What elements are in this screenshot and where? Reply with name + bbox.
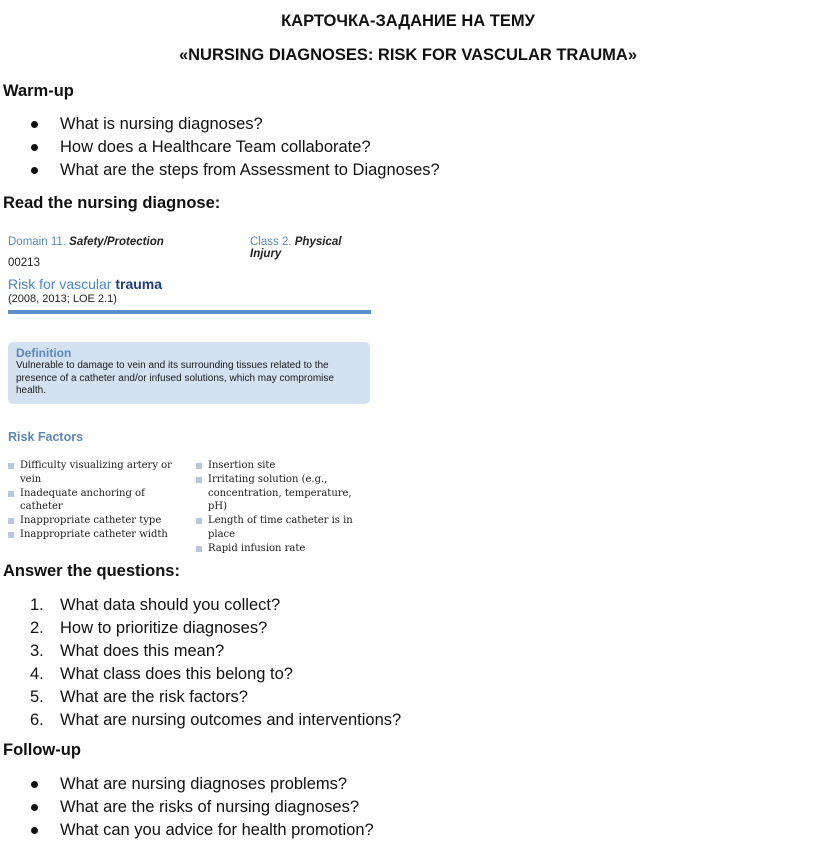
questions-list [0, 594, 401, 732]
list-item-text: What are nursing outcomes and interventions? [60, 711, 402, 729]
risk-factors-left [8, 459, 188, 542]
diagnosis-name [8, 276, 162, 292]
risk-factor [196, 514, 371, 542]
followup-list [0, 773, 374, 842]
risk-factors-heading: Risk Factors [8, 430, 84, 444]
list-item-text: How does a Healthcare Team collaborate? [60, 138, 371, 156]
definition-box [8, 342, 370, 404]
risk-factor-text: Difficulty visualizing artery or vein [20, 460, 172, 485]
list-item-text: What can you advice for health promotion? [60, 821, 374, 839]
list-item [0, 773, 374, 796]
list-item-text: What are the risk factors? [60, 688, 248, 706]
definition-text: Vulnerable to damage to vein and its surrounding tissues related to the presence of a catheter and/or infused solutions, which may compromise health. [16, 360, 334, 396]
answer-heading: Answer the questions: [3, 562, 180, 580]
list-item [0, 159, 440, 182]
list-item [0, 796, 374, 819]
definition-heading: Definition [16, 346, 72, 360]
list-item [0, 819, 374, 842]
risk-factors-right [196, 459, 371, 556]
list-item-text: What are the risks of nursing diagnoses? [60, 798, 359, 816]
risk-factor-text: Insertion site [208, 460, 276, 471]
risk-factor [8, 487, 188, 515]
list-number: 5. [30, 688, 44, 706]
domain-value: Safety/Protection [69, 236, 164, 248]
risk-factor-text: Inadequate anchoring of catheter [20, 487, 145, 513]
square-bullet-icon [196, 477, 202, 483]
bullet-icon [31, 144, 38, 151]
square-bullet-icon [8, 532, 14, 538]
list-item [0, 640, 401, 663]
square-bullet-icon [196, 546, 202, 552]
square-bullet-icon [8, 463, 14, 469]
square-bullet-icon [196, 518, 202, 524]
diagnosis-name-bold: trauma [115, 276, 163, 292]
list-item [0, 686, 401, 709]
list-number: 6. [30, 711, 44, 729]
diagnosis-code: 00213 [8, 257, 40, 269]
risk-factor [196, 473, 371, 514]
class-line [250, 236, 374, 260]
risk-factor [8, 514, 188, 528]
list-item-text: How to prioritize diagnoses? [60, 619, 268, 637]
list-item [0, 617, 401, 640]
diagnosis-card [8, 230, 374, 554]
page-subtitle: «NURSING DIAGNOSES: RISK FOR VASCULAR TRAUMA» [178, 46, 638, 64]
list-number: 3. [30, 642, 44, 660]
bullet-icon [31, 804, 38, 811]
risk-factor [8, 459, 188, 487]
domain-label: Domain 11. [8, 236, 66, 248]
divider [8, 310, 371, 314]
risk-factor-text: Rapid infusion rate [208, 542, 306, 554]
bullet-icon [31, 781, 38, 788]
list-item-text: What is nursing diagnoses? [60, 115, 263, 133]
list-number: 1. [30, 596, 44, 614]
list-item-text: What data should you collect? [60, 596, 281, 614]
class-value: Physical Injury [250, 236, 342, 260]
warmup-heading: Warm-up [3, 82, 74, 100]
risk-factor [8, 528, 188, 542]
risk-factor [196, 542, 371, 556]
list-item [0, 594, 401, 617]
risk-factor-text: Irritating solution (e.g., concentration, temperature, pH) [208, 473, 352, 513]
risk-factor [196, 459, 371, 473]
square-bullet-icon [196, 463, 202, 469]
list-item-text: What are nursing diagnoses problems? [60, 775, 348, 793]
diagnosis-meta: (2008, 2013; LOE 2.1) [8, 293, 117, 305]
followup-heading: Follow-up [3, 741, 81, 759]
list-item-text: What class does this belong to? [60, 665, 293, 683]
diagnosis-name-plain: Risk for vascular [8, 276, 112, 292]
read-heading: Read the nursing diagnose: [3, 194, 221, 212]
bullet-icon [31, 827, 38, 834]
domain-line [8, 236, 164, 248]
list-item [0, 709, 401, 732]
risk-factor-text: Inappropriate catheter width [20, 528, 168, 540]
risk-factor-text: Inappropriate catheter type [20, 515, 162, 527]
class-label: Class 2. [250, 236, 292, 248]
list-item [0, 113, 440, 136]
square-bullet-icon [8, 518, 14, 524]
page-title: КАРТОЧКА-ЗАДАНИЕ НА ТЕМУ [281, 12, 535, 30]
list-item-text: What does this mean? [60, 642, 225, 660]
list-item [0, 136, 440, 159]
bullet-icon [31, 121, 38, 128]
list-number: 4. [30, 665, 44, 683]
bullet-icon [31, 167, 38, 174]
risk-factor-text: Length of time catheter is in place [208, 515, 353, 540]
warmup-list [0, 113, 440, 182]
list-item [0, 663, 401, 686]
list-item-text: What are the steps from Assessment to Diagnoses? [60, 161, 440, 179]
square-bullet-icon [8, 491, 14, 497]
list-number: 2. [30, 619, 44, 637]
